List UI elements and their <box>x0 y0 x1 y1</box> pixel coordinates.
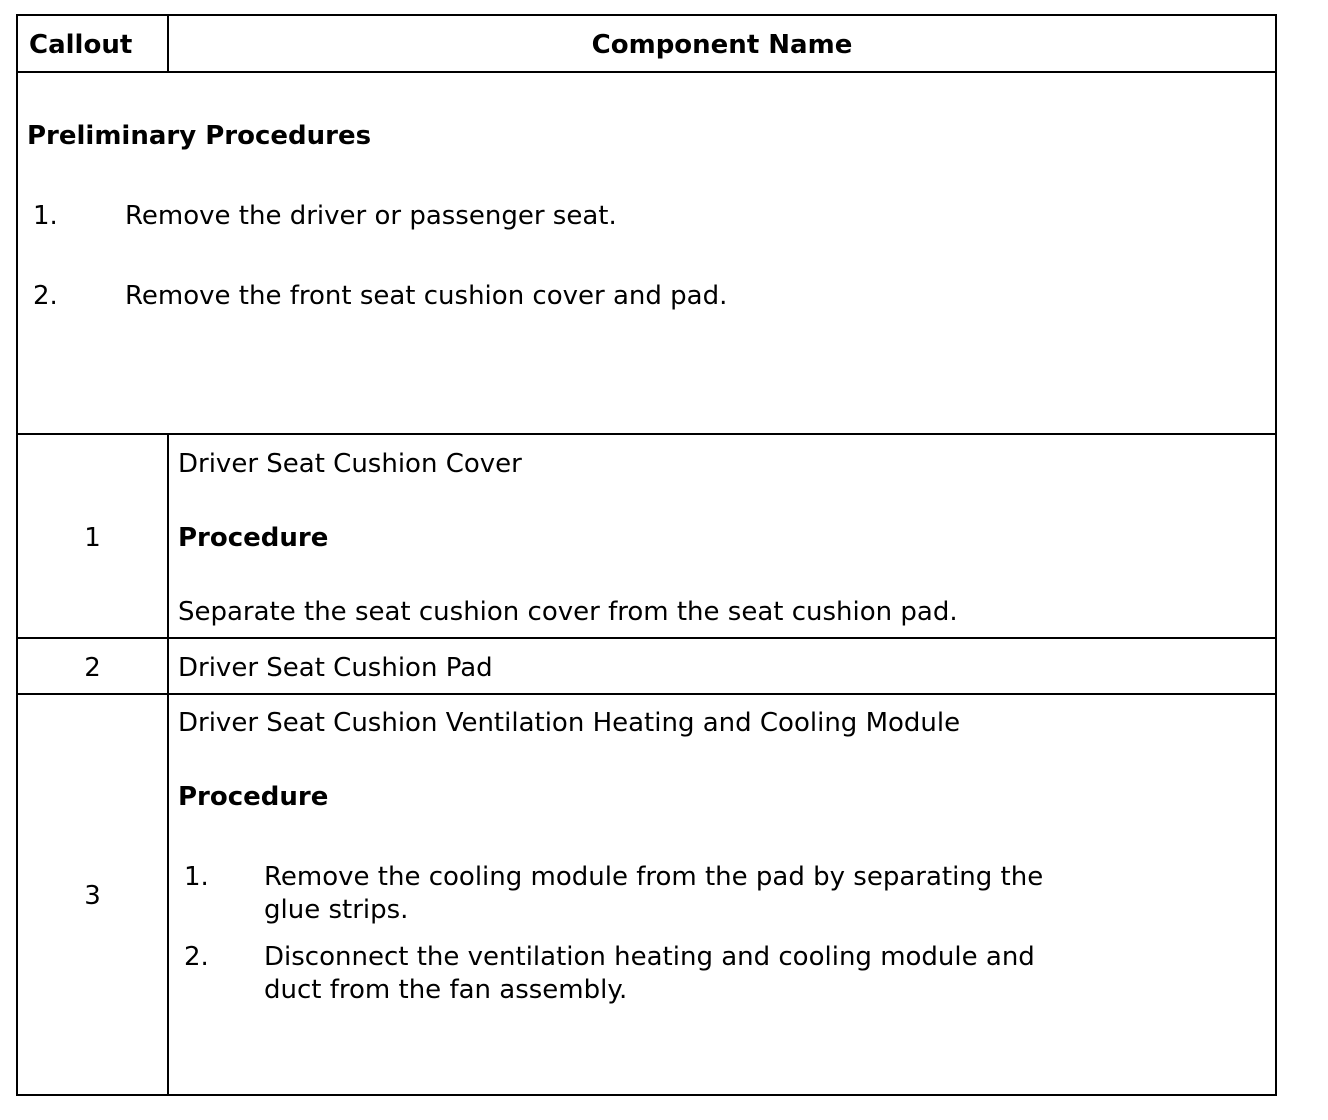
row1-procedure-label: Procedure <box>178 523 329 553</box>
row1-procedure-text: Separate the seat cushion cover from the seat cushion pad. <box>178 597 958 627</box>
row3-step-2-number: 2. <box>184 942 209 972</box>
row3-step-1-line-2: glue strips. <box>264 895 409 925</box>
row3-step-1-number: 1. <box>184 862 209 892</box>
callout-header: Callout <box>29 30 133 60</box>
preliminary-step-1-number: 1. <box>33 201 58 231</box>
row2-callout: 2 <box>84 653 101 683</box>
preliminary-title: Preliminary Procedures <box>27 121 372 151</box>
component-name-header: Component Name <box>591 30 853 60</box>
preliminary-step-1-text: Remove the driver or passenger seat. <box>125 201 617 231</box>
row2-component-name: Driver Seat Cushion Pad <box>178 653 493 683</box>
row1-callout: 1 <box>84 523 101 553</box>
row3-step-2-line-1: Disconnect the ventilation heating and cooling module and <box>264 942 1035 972</box>
row3-step-2-line-2: duct from the fan assembly. <box>264 975 628 1005</box>
row2-divider <box>18 693 1275 695</box>
row1-divider <box>18 637 1275 639</box>
row1-component-name: Driver Seat Cushion Cover <box>178 449 522 479</box>
row3-callout: 3 <box>84 881 101 911</box>
row3-step-1-line-1: Remove the cooling module from the pad by separating the <box>264 862 1044 892</box>
row3-procedure-label: Procedure <box>178 782 329 812</box>
row3-component-name: Driver Seat Cushion Ventilation Heating and Cooling Module <box>178 708 961 738</box>
preliminary-step-2-text: Remove the front seat cushion cover and pad. <box>125 281 728 311</box>
preliminary-divider <box>18 433 1275 435</box>
body-column-divider <box>167 433 169 1094</box>
header-divider <box>18 71 1275 73</box>
component-table <box>16 14 1277 1096</box>
preliminary-step-2-number: 2. <box>33 281 58 311</box>
